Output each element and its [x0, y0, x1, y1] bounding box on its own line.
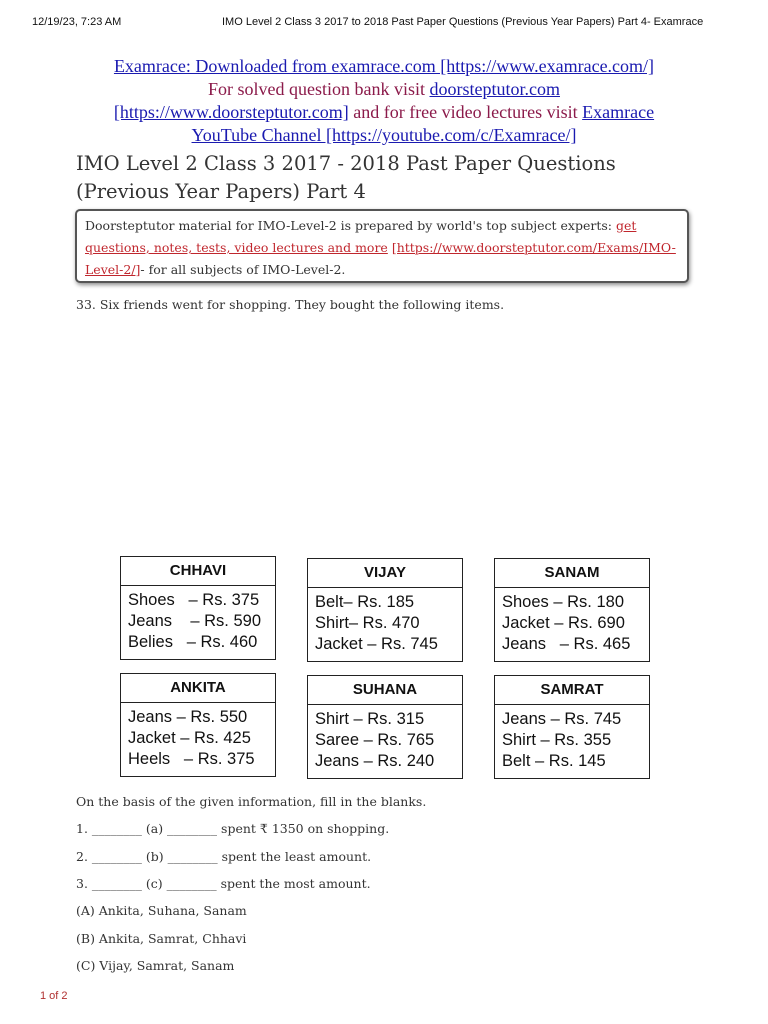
- banner-line-3: [60, 101, 708, 124]
- banner-youtube-link[interactable]: YouTube Channel [https://youtube.com/c/Examrace/]: [191, 125, 577, 145]
- friend-card-chhavi: [120, 556, 276, 660]
- item-row: Jacket – Rs. 690: [502, 614, 625, 632]
- banner-line-3-mid: and for free video lectures visit: [348, 102, 583, 122]
- friend-card-samrat: [494, 675, 650, 779]
- item-row: Jeans – Rs. 745: [502, 710, 622, 728]
- option-b: (B) Ankita, Samrat, Chhavi: [76, 931, 247, 946]
- item-row: Belt– Rs. 185: [315, 593, 415, 611]
- blank-line-2: 2. ________ (b) ________ spent the least amount.: [76, 849, 372, 864]
- notice-url-link[interactable]: [https://www.doorsteptutor.com/Exams/IMO-Level-2/]: [85, 240, 676, 277]
- page-title: IMO Level 2 Class 3 2017 - 2018 Past Paper Questions (Previous Year Papers) Part 4: [76, 152, 616, 203]
- friend-items: [120, 703, 276, 777]
- item-row: Heels – Rs. 375: [128, 750, 255, 768]
- question-text: 33. Six friends went for shopping. They bought the following items.: [76, 297, 505, 312]
- item-row: Jacket – Rs. 745: [315, 635, 438, 653]
- friend-name: SUHANA: [307, 675, 463, 705]
- friend-items: [494, 588, 650, 662]
- item-row: Belt – Rs. 145: [502, 752, 606, 770]
- print-date: 12/19/23, 7:23 AM: [32, 16, 122, 28]
- friend-items: [494, 705, 650, 779]
- friend-items: [307, 705, 463, 779]
- friend-items: [120, 586, 276, 660]
- blank-line-1: 1. ________ (a) ________ spent ₹ 1350 on shopping.: [76, 821, 390, 836]
- source-banner: [60, 55, 708, 147]
- item-row: Shoes – Rs. 375: [128, 591, 260, 609]
- notice-suffix: - for all subjects of IMO-Level-2.: [140, 262, 346, 277]
- friend-items: [307, 588, 463, 662]
- banner-examrace-link[interactable]: Examrace: Downloaded from examrace.com [https://www.examrace.com/]: [113, 56, 655, 76]
- item-row: Shirt – Rs. 315: [315, 710, 425, 728]
- friend-name: CHHAVI: [120, 556, 276, 586]
- friend-card-suhana: [307, 675, 463, 779]
- banner-examrace-youtube-link[interactable]: Examrace: [582, 102, 655, 122]
- friend-name: SAMRAT: [494, 675, 650, 705]
- option-a: (A) Ankita, Suhana, Sanam: [76, 903, 247, 918]
- item-row: Jeans – Rs. 465: [502, 635, 631, 653]
- friend-name: ANKITA: [120, 673, 276, 703]
- banner-line-2-prefix: For solved question bank visit: [208, 79, 430, 99]
- item-row: Shirt– Rs. 470: [315, 614, 420, 632]
- friend-card-vijay: [307, 558, 463, 662]
- item-row: Jeans – Rs. 550: [128, 708, 248, 726]
- item-row: Jacket – Rs. 425: [128, 729, 251, 747]
- item-row: Shirt – Rs. 355: [502, 731, 612, 749]
- item-row: Shoes – Rs. 180: [502, 593, 624, 611]
- friend-card-ankita: [120, 673, 276, 777]
- friend-name: VIJAY: [307, 558, 463, 588]
- item-row: Jeans – Rs. 240: [315, 752, 435, 770]
- notice-text: Doorsteptutor material for IMO-Level-2 is prepared by world's top subject experts:: [85, 218, 616, 233]
- blank-line-3: 3. ________ (c) ________ spent the most amount.: [76, 876, 371, 891]
- banner-doorsteptutor-link[interactable]: doorsteptutor.com: [429, 79, 560, 99]
- instruction-text: On the basis of the given information, fill in the blanks.: [76, 794, 427, 809]
- item-row: Saree – Rs. 765: [315, 731, 435, 749]
- option-c: (C) Vijay, Samrat, Sanam: [76, 958, 235, 973]
- notice-link[interactable]: get questions, notes, tests, video lectures and more: [85, 218, 637, 255]
- friend-card-sanam: [494, 558, 650, 662]
- item-row: Belies – Rs. 460: [128, 633, 258, 651]
- friend-name: SANAM: [494, 558, 650, 588]
- print-title: IMO Level 2 Class 3 2017 to 2018 Past Paper Questions (Previous Year Papers) Part 4- Examrace: [222, 16, 704, 28]
- item-row: Jeans – Rs. 590: [128, 612, 261, 630]
- banner-line-2: [60, 78, 708, 101]
- banner-doorsteptutor-url-link[interactable]: [https://www.doorsteptutor.com]: [113, 102, 349, 122]
- page-counter: 1 of 2: [40, 990, 68, 1002]
- notice-box: [75, 209, 689, 283]
